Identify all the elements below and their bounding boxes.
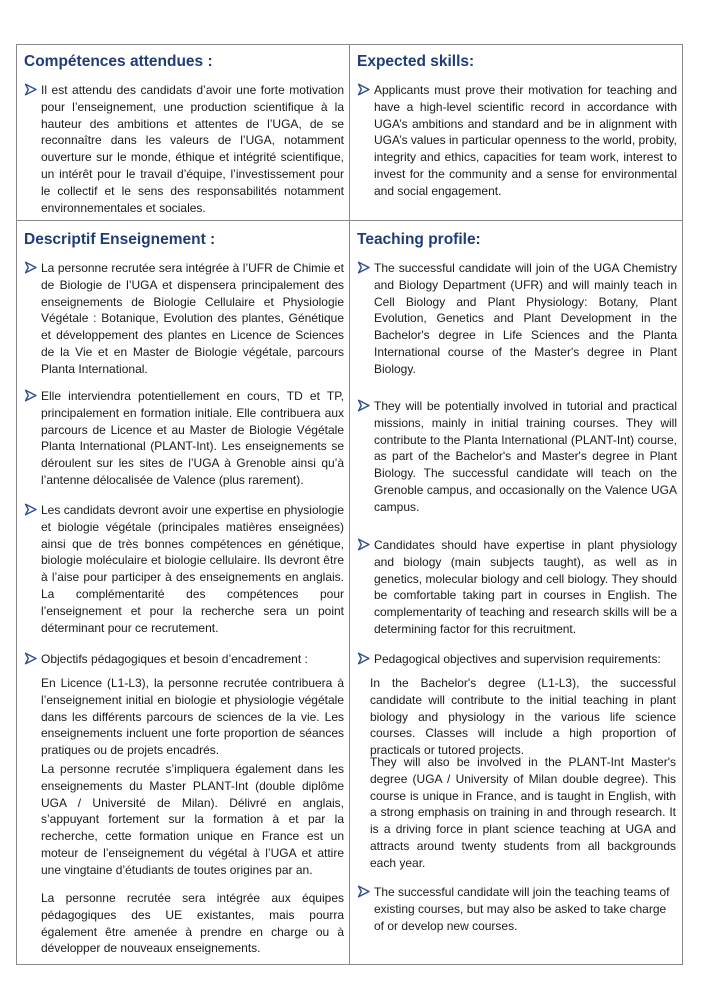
objectives-paragraph-2-fr: La personne recrutée s’impliquera également dans les enseignements du Master PLANT-Int (double diplôme UGA / Université de Milan). Délivré en anglais, s’appuyant fortement sur la formation à et par la recherche, cette formation unique en France est un moteur de l’enseignement du végétal à l’UGA et attire une vingtaine d’étudiants de toutes origines par an. bbox=[41, 762, 344, 877]
arrow-bullet-icon bbox=[24, 652, 37, 665]
arrow-bullet-icon bbox=[24, 389, 37, 402]
teaching-bullet-4-fr: Objectifs pédagogiques et besoin d’encadrement : bbox=[41, 652, 308, 666]
skills-text-en: Applicants must prove their motivation for teaching and have a high-level scientific record in accordance with UGA’s ambitions and standard and be in alignment with UGA’s values in particular openness to the world, probity, integrity and ethics, capacities for team work, interest to invest for the community and a sense for environmental and social engagement. bbox=[374, 83, 677, 198]
skills-title-fr: Compétences attendues : bbox=[24, 53, 213, 70]
skills-title-en: Expected skills: bbox=[357, 53, 475, 70]
teaching-title-fr: Descriptif Enseignement : bbox=[24, 231, 216, 248]
teaching-bullet-1-fr: La personne recrutée sera intégrée à l’UFR de Chimie et de Biologie de l’UGA et dispensera principalement des enseignements de Biologie Cellulaire et Physiologie Végétale : Botanique, Evolution des plantes, Génétique et développement des plantes en Licence de Sciences de la Vie et en Master de Biologie végétale, parcours Planta International. bbox=[41, 261, 344, 376]
list-item bbox=[24, 502, 344, 636]
teaching-bullet-3-fr: Les candidats devront avoir une expertise en physiologie et biologie végétale (principales matières enseignées) ainsi que de très bonnes compétences en génétique, biologie moléculaire et biologie cellulaire. Ils devront être à l’aise pour participer à des enseignements en anglais. La complémentarité des compétences pour l’enseignement et pour la recherche sera un point déterminant pour ce recrutement. bbox=[41, 503, 344, 635]
row-divider bbox=[16, 220, 683, 221]
list-item bbox=[357, 537, 677, 638]
column-divider bbox=[349, 44, 350, 965]
arrow-bullet-icon bbox=[357, 261, 370, 274]
list-item bbox=[24, 260, 344, 378]
teaching-bullet-4-en: Pedagogical objectives and supervision requirements: bbox=[374, 652, 661, 666]
list-item bbox=[24, 388, 344, 489]
list-item bbox=[357, 82, 677, 200]
teaching-bullet-1-en: The successful candidate will join of the UGA Chemistry and Biology Department (UFR) and will mainly teach in Cell Biology and Plant Physiology: Botany, Plant Evolution, Genetics and Plant Development in the Bachelor's degree in Life Sciences and the Planta International course of the Master's degree in Plant Biology. bbox=[374, 261, 677, 376]
list-item bbox=[357, 884, 677, 934]
list-item bbox=[357, 398, 677, 516]
arrow-bullet-icon bbox=[357, 83, 370, 96]
arrow-bullet-icon bbox=[24, 503, 37, 516]
list-item bbox=[357, 260, 677, 378]
arrow-bullet-icon bbox=[357, 652, 370, 665]
objectives-paragraph-3-fr: La personne recrutée sera intégrée aux équipes pédagogiques des UE existantes, mais pourra également être amenée à prendre en charge ou à développer de nouveaux enseignements. bbox=[41, 891, 344, 956]
arrow-bullet-icon bbox=[24, 261, 37, 274]
list-item bbox=[24, 651, 344, 668]
objectives-paragraph-1-fr: En Licence (L1-L3), la personne recrutée contribuera à l’enseignement initial en biologie et physiologie végétale dans les différents parcours de sciences de la vie. Les enseignements incluent une forte proportion de séances pratiques ou de projets encadrés. bbox=[41, 676, 344, 758]
arrow-bullet-icon bbox=[357, 399, 370, 412]
skills-text-fr: Il est attendu des candidats d’avoir une forte motivation pour l’enseignement, une production scientifique à la hauteur des ambitions et attentes de l’UGA, de se reconnaître dans les valeurs de l’UGA, notamment ouverture sur le monde, éthique et intégrité scientifique, un intérêt pour le travail d’équipe, l’investissement pour le collectif et le sens des responsabilités notamment environnementales et sociales. bbox=[41, 83, 344, 215]
arrow-bullet-icon bbox=[357, 538, 370, 551]
objectives-paragraph-1-en: In the Bachelor's degree (L1-L3), the successful candidate will contribute to the initial teaching in plant biology and physiology in the various life science courses. Classes will include a high proportion of practicals or tutored projects. bbox=[370, 676, 676, 758]
teaching-bullet-5-en: The successful candidate will join the teaching teams of existing courses, but may also be asked to take charge of or develop new courses. bbox=[374, 885, 670, 933]
arrow-bullet-icon bbox=[24, 83, 37, 96]
teaching-bullet-3-en: Candidates should have expertise in plant physiology and biology (main subjects taught), as well as in genetics, molecular biology and cell biology. They should be comfortable taking part in courses in English. The complementarity of teaching and research skills will be a determining factor for this recruitment. bbox=[374, 538, 677, 636]
arrow-bullet-icon bbox=[357, 885, 370, 898]
teaching-bullet-2-en: They will be potentially involved in tutorial and practical missions, mainly in initial training courses. They will contribute to the Planta International (PLANT-Int) course, as part of the Bachelor's and Master's degree in Plant Biology. The successful candidate will teach on the Grenoble campus, and occasionally on the Valence UGA campus. bbox=[374, 399, 677, 514]
teaching-bullet-2-fr: Elle interviendra potentiellement en cours, TD et TP, principalement en formation initiale. Elle contribuera aux parcours de Licence et au Master de Biologie Végétale Planta International (PLANT-Int). Les enseignements se déroulent sur les sites de l’UGA à Grenoble ainsi qu’à l’antenne délocalisée de Valence (plus rarement). bbox=[41, 389, 344, 487]
list-item bbox=[24, 82, 344, 216]
list-item bbox=[357, 651, 677, 668]
objectives-paragraph-2-en: They will also be involved in the PLANT-Int Master's degree (UGA / University of Milan double degree). This course is unique in France, and is taught in English, with a strong emphasis on training in and through research. It is a driving force in plant science teaching at UGA and attracts around twenty students from all backgrounds each year. bbox=[370, 755, 676, 870]
teaching-title-en: Teaching profile: bbox=[357, 231, 481, 248]
